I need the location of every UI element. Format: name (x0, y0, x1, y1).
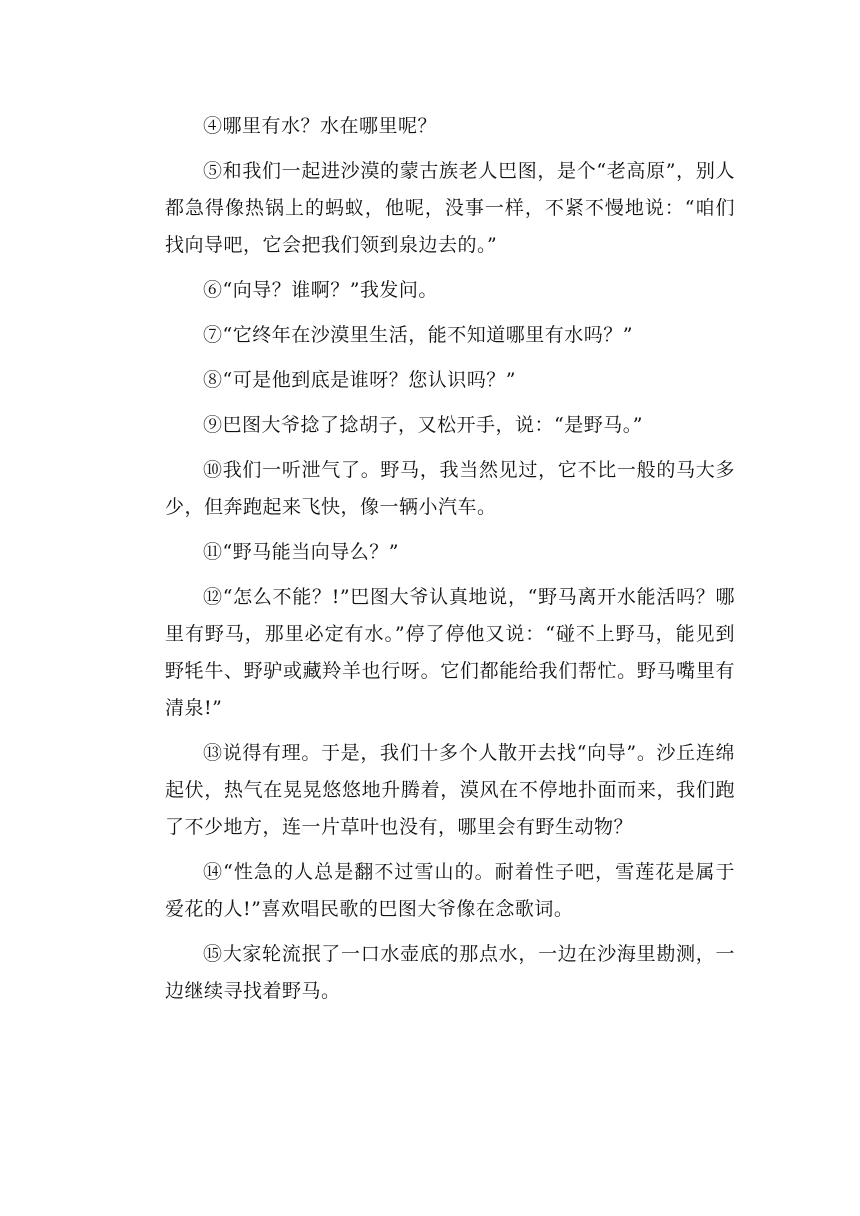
paragraph-12: ⑫“怎么不能？!”巴图大爷认真地说，“野马离开水能活吗？哪里有野马，那里必定有水。”停了停他又说：“碰不上野马，能见到野牦牛、野驴或藏羚羊也行呀。它们都能给我们帮忙。野马嘴里有清泉!” (165, 586, 735, 719)
paragraph-6: ⑥“向导？谁啊？”我发问。 (203, 279, 438, 301)
paragraph-11: ⑪“野马能当向导么？” (203, 541, 399, 563)
paragraph-5: ⑤和我们一起进沙漠的蒙古族老人巴图，是个“老高原”，别人都急得像热锅上的蚂蚁，他呢，没事一样，不紧不慢地说：“咱们找向导吧，它会把我们领到泉边去的。” (165, 160, 735, 256)
paragraph-8: ⑧“可是他到底是谁呀？您认识吗？” (203, 369, 516, 391)
paragraph-15: ⑮大家轮流抿了一口水壶底的那点水，一边在沙海里勘测，一边继续寻找着野马。 (165, 943, 735, 1002)
paragraph-9: ⑨巴图大爷捻了捻胡子，又松开手，说：“是野马。” (203, 414, 643, 436)
paragraph-7: ⑦“它终年在沙漠里生活，能不知道哪里有水吗？” (203, 324, 633, 346)
paragraph-14: ⑭“性急的人总是翻不过雪山的。耐着性子吧，雪莲花是属于爱花的人!”喜欢唱民歌的巴图大爷像在念歌词。 (165, 861, 735, 920)
paragraph-13: ⑬说得有理。于是，我们十多个人散开去找“向导”。沙丘连绵起伏，热气在晃晃悠悠地升腾着，漠风在不停地扑面而来，我们跑了不少地方，连一片草叶也没有，哪里会有野生动物？ (165, 742, 735, 838)
story-text (165, 108, 735, 1018)
paragraph-10: ⑩我们一听泄气了。野马，我当然见过，它不比一般的马大多少，但奔跑起来飞快，像一辆小汽车。 (165, 459, 735, 518)
paragraph-4: ④哪里有水？水在哪里呢？ (203, 115, 438, 137)
